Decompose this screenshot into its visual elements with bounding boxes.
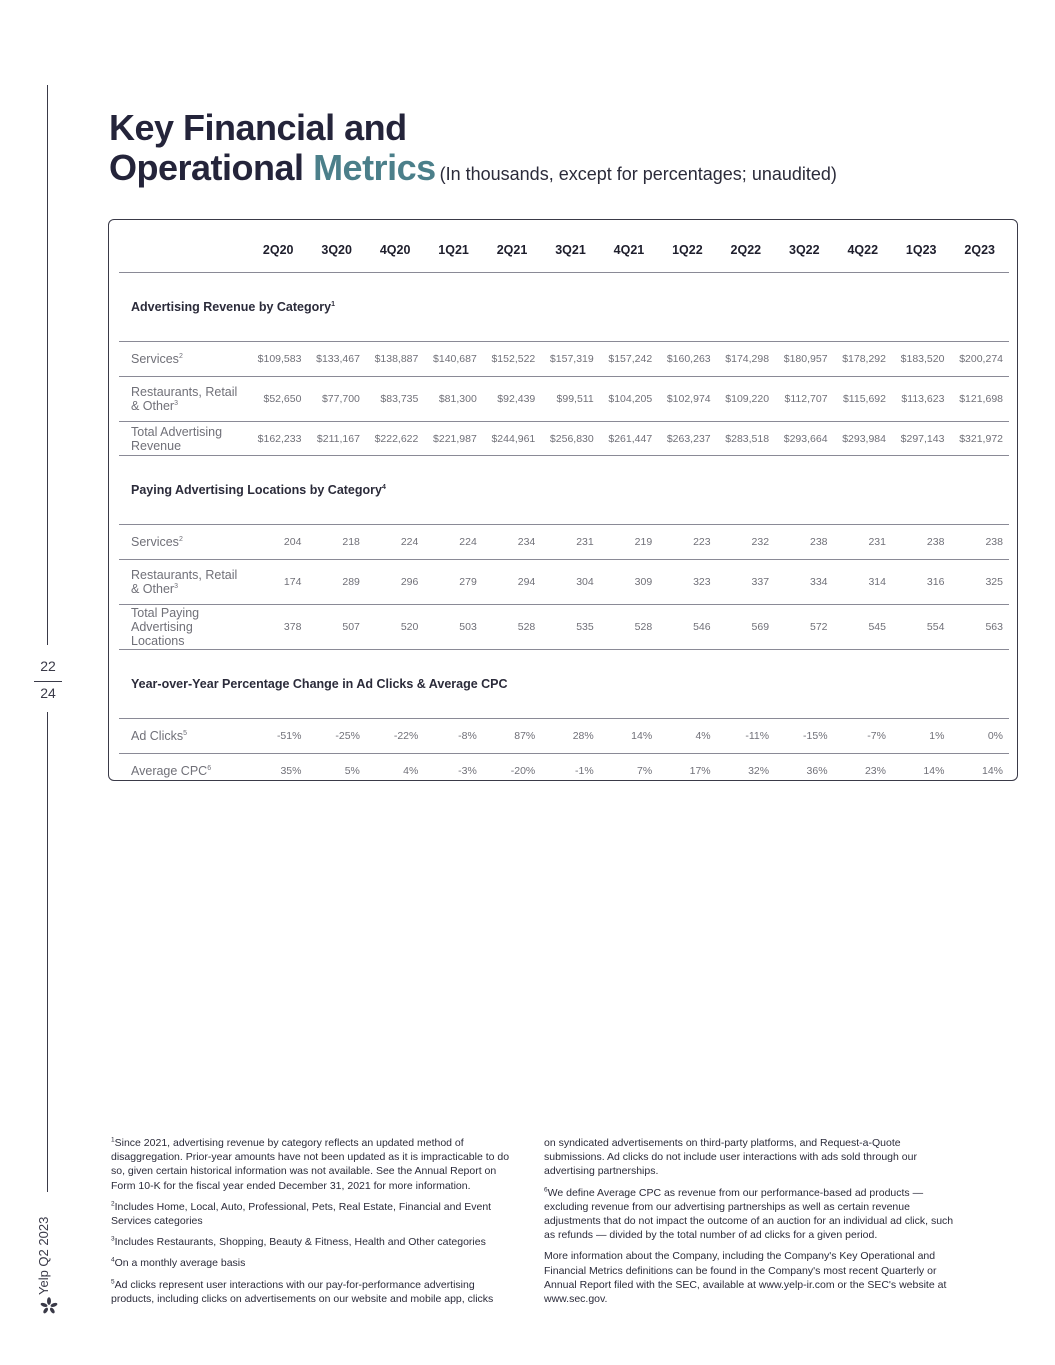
footnote-text: Since 2021, advertising revenue by category reflects an updated method of disaggregation. Prior-year amounts have not been updated as it is impracticable to do so, given certain historical information was not available. See the Annual Report on Form 10-K for the fiscal year ended December 31, 2021 for more information. xyxy=(111,1137,510,1192)
footnote xyxy=(544,1136,959,1179)
table-cell: $256,830 xyxy=(541,422,599,456)
table-header-row xyxy=(119,228,1009,273)
table-cell: $263,237 xyxy=(658,422,716,456)
table-cell: 4% xyxy=(658,719,716,754)
table-cell: 87% xyxy=(483,719,541,754)
table-cell: 32% xyxy=(748,765,770,777)
footnote-text: Ad clicks represent user interactions with our pay-for-performance advertising products, including clicks on advertisements on our website and mobile app, clicks xyxy=(111,1278,494,1305)
footnotes-left xyxy=(111,1136,516,1313)
table-cell: $138,887 xyxy=(366,342,424,377)
table-cell: 218 xyxy=(307,525,365,560)
footnote-ref: 5 xyxy=(183,729,187,737)
footnote-text: We define Average CPC as revenue from our performance-based ad products — excluding revenue from our advertising partnerships as well as certain revenue adjustments that do not impact the outcome of an auction for an individual ad click, such as refunds — divided by the total number of ad clicks for a given period. xyxy=(544,1186,954,1242)
table-cell: $200,274 xyxy=(950,342,1009,377)
column-header: 2Q20 xyxy=(249,228,307,273)
table-cell: 4% xyxy=(403,765,419,777)
header-label-cell xyxy=(119,228,249,273)
footnote-ref: 2 xyxy=(178,352,183,360)
table-cell: $180,957 xyxy=(775,342,833,377)
footnote-text: on syndicated advertisements on third-party platforms, and Request-a-Quote submissions. Ad clicks do not include user interactions with ads sold through our advertising partnerships. xyxy=(544,1137,917,1178)
section-title xyxy=(119,273,1009,342)
row-label-text: Total Advertising Revenue xyxy=(131,424,223,453)
row-label xyxy=(119,719,249,754)
table-cell: 174 xyxy=(249,560,307,605)
title-line-1: Key Financial and xyxy=(109,107,407,148)
table-cell: -11% xyxy=(717,719,775,754)
table-cell: 224 xyxy=(424,525,482,560)
row-label-text: Average CPC xyxy=(131,764,208,778)
footnote-number: 4 xyxy=(111,1256,115,1264)
table-cell: $244,961 xyxy=(483,422,541,456)
table-cell: $261,447 xyxy=(600,422,658,456)
table-cell: 569 xyxy=(717,605,775,650)
table-row xyxy=(119,342,1009,377)
table-cell: 528 xyxy=(600,605,658,650)
footnote-number: 3 xyxy=(111,1235,115,1243)
table-cell: 294 xyxy=(483,560,541,605)
page-title xyxy=(109,108,837,194)
section-header-row xyxy=(119,456,1009,525)
footnote xyxy=(111,1136,516,1193)
table-row xyxy=(119,525,1009,560)
table-cell: 231 xyxy=(834,525,892,560)
footnote-ref: 4 xyxy=(381,483,386,491)
table-cell: 378 xyxy=(249,605,307,650)
table-cell: 204 xyxy=(249,525,307,560)
table-cell: $293,664 xyxy=(775,422,833,456)
table-cell: 223 xyxy=(658,525,716,560)
footnote-ref: 3 xyxy=(174,399,178,407)
table-cell: 528 xyxy=(483,605,541,650)
row-label xyxy=(119,605,249,650)
table-cell: 337 xyxy=(717,560,775,605)
section-header-row xyxy=(119,650,1009,719)
column-header: 4Q22 xyxy=(834,228,892,273)
footnote-ref: 6 xyxy=(207,764,212,772)
table-cell: $102,974 xyxy=(658,377,716,422)
page-number-divider xyxy=(34,681,62,682)
column-header: 4Q20 xyxy=(366,228,424,273)
column-header: 1Q21 xyxy=(424,228,482,273)
footnote-number: 2 xyxy=(111,1200,115,1208)
table-cell: $52,650 xyxy=(249,377,307,422)
table-cell: 309 xyxy=(600,560,658,605)
table-row xyxy=(119,719,1009,754)
column-header: 3Q21 xyxy=(541,228,599,273)
table-cell: -7% xyxy=(834,719,892,754)
table-cell: -25% xyxy=(307,719,365,754)
table-cell: 316 xyxy=(892,560,950,605)
table-cell: $293,984 xyxy=(834,422,892,456)
title-subtitle: (In thousands, except for percentages; unaudited) xyxy=(439,164,837,184)
footnote xyxy=(111,1235,516,1249)
sidebar-rule-top xyxy=(47,85,48,645)
footnote xyxy=(544,1249,959,1306)
section-title-text: Year-over-Year Percentage Change in Ad Clicks & Average CPC xyxy=(131,677,508,691)
table-cell: 219 xyxy=(600,525,658,560)
table-cell: $99,511 xyxy=(541,377,599,422)
footnote-ref: 2 xyxy=(178,535,183,543)
table-cell: 238 xyxy=(892,525,950,560)
row-label-text: Total Paying Advertising Locations xyxy=(131,606,200,648)
table-cell: 5% xyxy=(344,765,360,777)
table-cell: 325 xyxy=(950,560,1009,605)
footnote-text: Includes Restaurants, Shopping, Beauty & Fitness, Health and Other categories xyxy=(114,1236,486,1249)
table-row xyxy=(119,560,1009,605)
table-cell: 304 xyxy=(541,560,599,605)
table-cell: 232 xyxy=(717,525,775,560)
footnote-text: Includes Home, Local, Auto, Professional, Pets, Real Estate, Financial and Event Services categories xyxy=(111,1200,492,1228)
column-header: 3Q20 xyxy=(307,228,365,273)
title-line-2 xyxy=(109,148,837,194)
table-cell: $222,622 xyxy=(366,422,424,456)
footnote-number: 1 xyxy=(111,1136,115,1144)
column-header: 2Q22 xyxy=(717,228,775,273)
table-cell: 0% xyxy=(950,719,1009,754)
table-cell: $92,439 xyxy=(483,377,541,422)
footnote xyxy=(544,1186,959,1243)
table-cell: 35% xyxy=(280,765,302,777)
table-cell: 17% xyxy=(689,765,711,777)
footnote-text: More information about the Company, including the Company's Key Operational and Financial Metrics definitions can be found in the Company's most recent Quarterly or Annual Report filed with the SEC, available at www.yelp-ir.com or the SEC's website at www.sec.gov. xyxy=(544,1250,947,1306)
table-cell: -51% xyxy=(249,719,307,754)
title-operational: Operational xyxy=(109,147,304,188)
table-cell: 314 xyxy=(834,560,892,605)
table-cell: 1% xyxy=(892,719,950,754)
section-title-text: Paying Advertising Locations by Category xyxy=(131,483,382,497)
table-cell: $183,520 xyxy=(892,342,950,377)
table-cell: $283,518 xyxy=(717,422,775,456)
table-cell: $157,319 xyxy=(541,342,599,377)
footnote xyxy=(111,1200,516,1228)
table-cell: 572 xyxy=(775,605,833,650)
table-cell: 535 xyxy=(541,605,599,650)
table-cell: 520 xyxy=(366,605,424,650)
column-header: 3Q22 xyxy=(775,228,833,273)
table-cell: $83,735 xyxy=(366,377,424,422)
table-cell: -3% xyxy=(458,765,477,777)
table-cell: -20% xyxy=(510,765,536,777)
table-cell: 545 xyxy=(834,605,892,650)
table-cell: 296 xyxy=(366,560,424,605)
metrics-table-card xyxy=(108,219,1018,781)
table-cell: $162,233 xyxy=(249,422,307,456)
table-cell: -1% xyxy=(575,765,594,777)
table-cell: $109,220 xyxy=(717,377,775,422)
table-cell: 234 xyxy=(483,525,541,560)
table-cell: $211,167 xyxy=(307,422,365,456)
yelp-burst-icon xyxy=(40,1297,58,1315)
footnote-ref: 3 xyxy=(174,582,178,590)
footnote-ref: 1 xyxy=(331,300,335,308)
column-header: 1Q22 xyxy=(658,228,716,273)
table-cell: 334 xyxy=(775,560,833,605)
metrics-table xyxy=(119,228,1009,788)
table-cell: 238 xyxy=(775,525,833,560)
column-header: 1Q23 xyxy=(892,228,950,273)
row-label-text: Restaurants, Retail & Other xyxy=(131,385,238,413)
table-cell: $152,522 xyxy=(483,342,541,377)
page-number: 22 xyxy=(40,658,56,674)
table-cell: 563 xyxy=(950,605,1009,650)
table-cell: 238 xyxy=(950,525,1009,560)
table-row xyxy=(119,605,1009,650)
row-label xyxy=(119,560,249,605)
table-cell: 36% xyxy=(806,765,828,777)
row-label xyxy=(119,422,249,456)
table-cell: 503 xyxy=(424,605,482,650)
table-cell: $115,692 xyxy=(834,377,892,422)
table-cell: 224 xyxy=(366,525,424,560)
table-cell: $113,623 xyxy=(892,377,950,422)
table-cell: $221,987 xyxy=(424,422,482,456)
footnote xyxy=(111,1278,516,1306)
table-cell: 554 xyxy=(892,605,950,650)
table-cell: 23% xyxy=(864,765,886,777)
table-cell: 323 xyxy=(658,560,716,605)
table-cell: 279 xyxy=(424,560,482,605)
row-label xyxy=(119,525,249,560)
table-row xyxy=(119,754,1009,789)
table-cell: $321,972 xyxy=(950,422,1009,456)
table-cell: $160,263 xyxy=(658,342,716,377)
table-cell: -8% xyxy=(424,719,482,754)
page-total: 24 xyxy=(40,685,56,701)
footnote-text: On a monthly average basis xyxy=(114,1257,246,1270)
section-title-text: Advertising Revenue by Category xyxy=(131,300,332,314)
table-cell: -15% xyxy=(775,719,833,754)
section-header-row xyxy=(119,273,1009,342)
table-cell: $174,298 xyxy=(717,342,775,377)
table-cell: $112,707 xyxy=(775,377,833,422)
table-cell: 289 xyxy=(307,560,365,605)
table-cell: $140,687 xyxy=(424,342,482,377)
table-cell: $297,143 xyxy=(892,422,950,456)
table-cell: 14% xyxy=(923,765,945,777)
table-cell: $121,698 xyxy=(950,377,1009,422)
row-label-text: Services xyxy=(131,352,179,366)
table-cell: 231 xyxy=(541,525,599,560)
sidebar-rule-bottom xyxy=(47,712,48,1192)
section-title xyxy=(119,650,1009,719)
table-cell: 546 xyxy=(658,605,716,650)
row-label xyxy=(119,754,249,789)
footnote-number: 5 xyxy=(111,1278,115,1286)
row-label xyxy=(119,377,249,422)
table-cell: $157,242 xyxy=(600,342,658,377)
section-title xyxy=(119,456,1009,525)
footnote xyxy=(111,1256,516,1270)
row-label-text: Services xyxy=(131,535,179,549)
footnote-number: 6 xyxy=(544,1186,548,1194)
table-cell: 14% xyxy=(600,719,658,754)
brand-label: Yelp Q2 2023 xyxy=(36,1216,51,1295)
table-cell: $178,292 xyxy=(834,342,892,377)
table-cell: $133,467 xyxy=(307,342,365,377)
column-header: 4Q21 xyxy=(600,228,658,273)
row-label-text: Ad Clicks xyxy=(131,729,184,743)
table-cell: $81,300 xyxy=(424,377,482,422)
table-cell: 507 xyxy=(307,605,365,650)
table-cell: $109,583 xyxy=(249,342,307,377)
table-cell: $104,205 xyxy=(600,377,658,422)
footnotes-right xyxy=(544,1136,959,1313)
title-metrics: Metrics xyxy=(313,147,436,188)
table-cell: $77,700 xyxy=(307,377,365,422)
column-header: 2Q23 xyxy=(950,228,1009,273)
table-cell: 7% xyxy=(636,765,653,777)
table-cell: 14% xyxy=(981,765,1003,777)
row-label xyxy=(119,342,249,377)
table-row xyxy=(119,377,1009,422)
column-header: 2Q21 xyxy=(483,228,541,273)
table-cell: -22% xyxy=(366,719,424,754)
table-row xyxy=(119,422,1009,456)
row-label-text: Restaurants, Retail & Other xyxy=(131,568,238,596)
table-cell: 28% xyxy=(541,719,599,754)
